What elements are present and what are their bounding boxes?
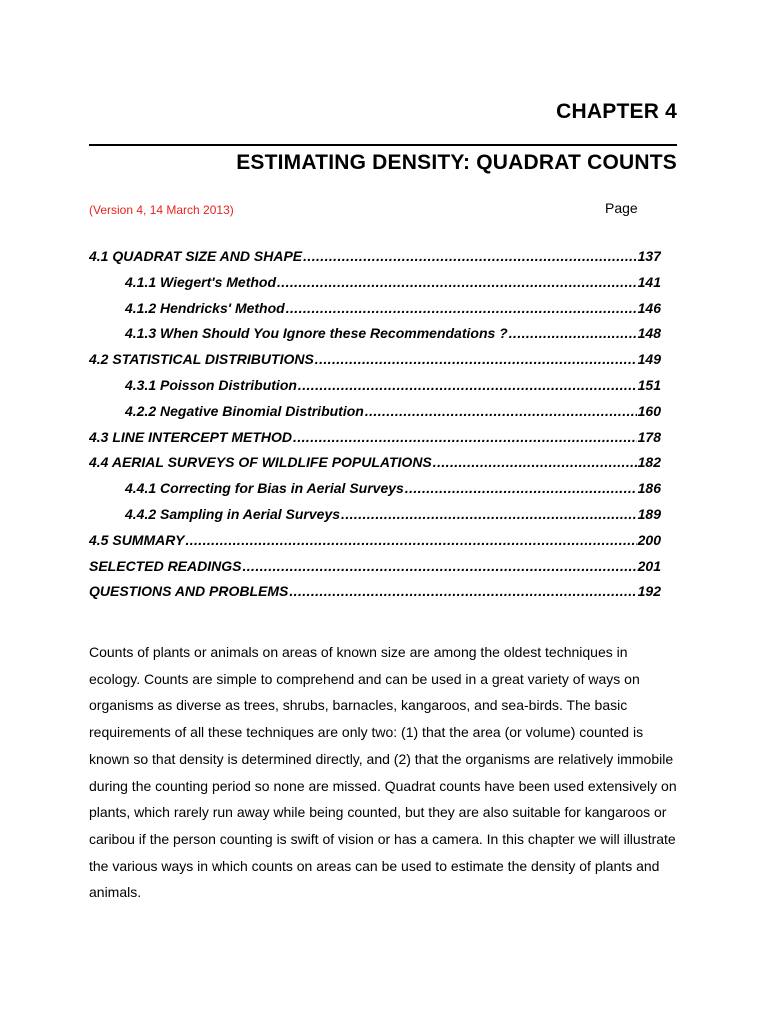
toc-entry-title: QUESTIONS AND PROBLEMS — [89, 583, 289, 600]
toc-entry-title: 4.1.3 When Should You Ignore these Recommendations ? — [125, 325, 508, 342]
toc-leader-dots — [341, 506, 637, 522]
toc-leader-dots — [365, 403, 637, 419]
toc-leader-dots — [298, 377, 637, 393]
toc-entry-title: 4.2.2 Negative Binomial Distribution — [125, 402, 364, 419]
version-note: (Version 4, 14 March 2013) — [89, 203, 234, 217]
header-rule — [89, 144, 677, 146]
toc-entry[interactable] — [89, 532, 661, 558]
table-of-contents — [89, 248, 661, 609]
toc-entry[interactable] — [89, 248, 661, 274]
toc-entry-title: 4.1.1 Wiegert's Method — [125, 273, 277, 290]
toc-leader-dots — [277, 274, 637, 290]
toc-entry-page: 201 — [637, 557, 661, 574]
toc-entry-page: 160 — [637, 402, 661, 419]
toc-entry[interactable] — [89, 300, 661, 326]
toc-entry-page: 186 — [637, 480, 661, 497]
toc-leader-dots — [242, 558, 636, 574]
toc-entry[interactable] — [89, 351, 661, 377]
chapter-number: CHAPTER 4 — [556, 100, 677, 123]
toc-entry-title: 4.3 LINE INTERCEPT METHOD — [89, 428, 293, 445]
toc-leader-dots — [289, 583, 636, 599]
page-column-heading: Page — [605, 200, 638, 216]
chapter-title: ESTIMATING DENSITY: QUADRAT COUNTS — [236, 151, 677, 174]
toc-entry-title: 4.4.1 Correcting for Bias in Aerial Surveys — [125, 480, 404, 497]
intro-paragraph: Counts of plants or animals on areas of known size are among the oldest techniques in ecology. Counts are simple to comprehend and can be used in a great variety of ways on organisms as diverse as trees, shrubs, barnacles, kangaroos, and sea-birds. The basic requirements of all these techniques are only two: (1) that the area (or volume) counted is known so that density is determined directly, and (2) that the organisms are relatively immobile during the counting period so none are missed. Quadrat counts have been used extensively on plants, which rarely run away while being counted, but they are also suitable for kangaroos or caribou if the person counting is swift of vision or has a camera. In this chapter we will illustrate the various ways in which counts on areas can be used to estimate the density of plants and animals. — [89, 644, 677, 901]
toc-entry-page: 137 — [637, 248, 661, 264]
toc-entry[interactable] — [89, 274, 661, 300]
toc-leader-dots — [286, 300, 637, 316]
toc-entry-page: 148 — [637, 325, 661, 342]
toc-leader-dots — [303, 248, 637, 264]
toc-entry-page: 149 — [637, 351, 661, 368]
toc-entry[interactable] — [89, 403, 661, 429]
toc-entry-page: 200 — [637, 531, 661, 548]
toc-entry[interactable] — [89, 454, 661, 480]
toc-entry-title: 4.2 STATISTICAL DISTRIBUTIONS — [89, 351, 314, 368]
toc-leader-dots — [315, 351, 637, 367]
toc-entry-page: 192 — [637, 583, 661, 600]
toc-entry[interactable] — [89, 325, 661, 351]
toc-entry-page: 182 — [637, 454, 661, 471]
toc-entry-title: 4.1.2 Hendricks' Method — [125, 299, 285, 316]
toc-entry-page: 178 — [637, 428, 661, 445]
toc-entry-page: 151 — [637, 376, 661, 393]
toc-leader-dots — [405, 480, 637, 496]
toc-leader-dots — [509, 325, 637, 341]
toc-entry[interactable] — [89, 429, 661, 455]
toc-leader-dots — [293, 429, 637, 445]
toc-entry-title: 4.1 QUADRAT SIZE AND SHAPE — [89, 248, 303, 264]
toc-entry[interactable] — [89, 558, 661, 584]
toc-entry[interactable] — [89, 480, 661, 506]
toc-entry-page: 189 — [637, 505, 661, 522]
toc-leader-dots — [185, 532, 636, 548]
toc-entry[interactable] — [89, 506, 661, 532]
toc-entry-title: SELECTED READINGS — [89, 557, 242, 574]
toc-entry-title: 4.4 AERIAL SURVEYS OF WILDLIFE POPULATIONS — [89, 454, 432, 471]
toc-entry-title: 4.5 SUMMARY — [89, 531, 185, 548]
toc-entry-title: 4.4.2 Sampling in Aerial Surveys — [125, 505, 341, 522]
toc-leader-dots — [433, 454, 637, 470]
toc-entry-page: 146 — [637, 299, 661, 316]
toc-entry[interactable] — [89, 583, 661, 609]
toc-entry-page: 141 — [637, 273, 661, 290]
toc-entry-title: 4.3.1 Poisson Distribution — [125, 376, 297, 393]
toc-entry[interactable] — [89, 377, 661, 403]
